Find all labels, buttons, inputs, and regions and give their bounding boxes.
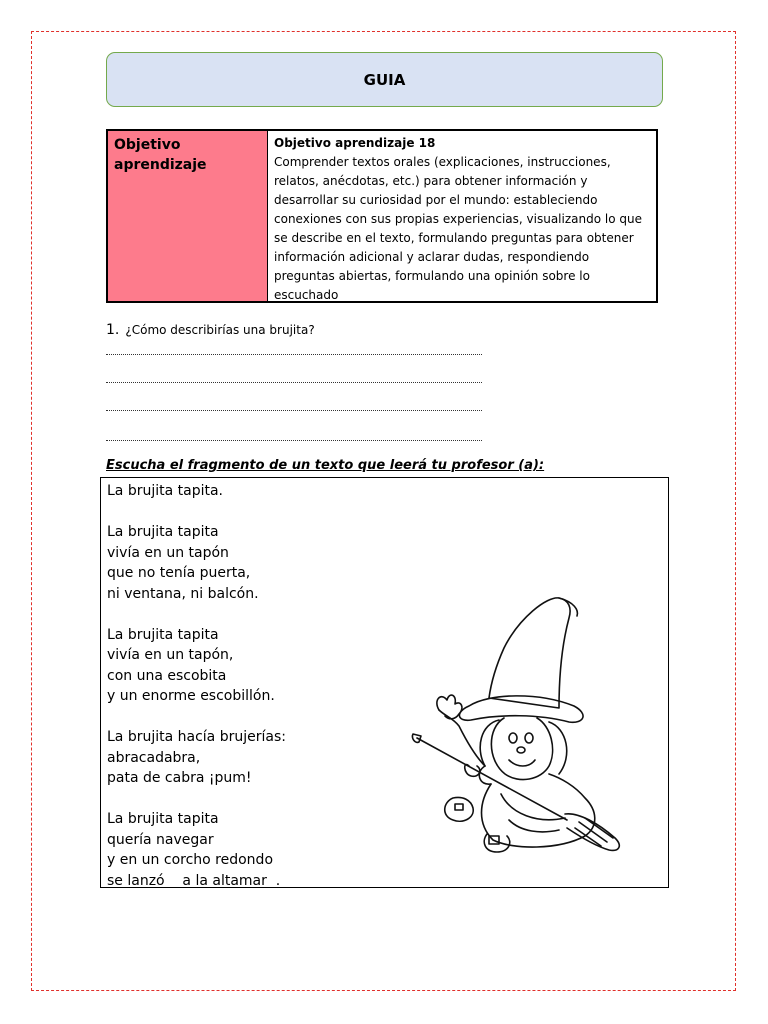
question-text: ¿Cómo describirías una brujita? [125,323,315,337]
poem-line: vivía en un tapón [107,544,229,561]
poem-line: La brujita hacía brujerías: [107,729,286,745]
poem-box [100,477,669,888]
objective-text: Comprender textos orales (explicaciones, instrucciones, relatos, anécdotas, etc.) para obtener información y desarrollar su curiosidad por el mundo: estableciendo conexiones con sus propias experiencias, visualizando lo que se describe en el texto, formulando preguntas para obtener información adicional y aclarar dudas, respondiendo preguntas abiertas, formulando una opinión sobre lo escuchado [274,155,642,302]
poem-line: que no tenía puerta, [107,565,251,581]
question-1 [106,322,315,338]
answer-line[interactable] [106,354,482,356]
poem-line: con una escobita [107,667,227,684]
poem-line: vivía en un tapón, [107,647,234,663]
poem-line: pata de cabra ¡pum! [107,770,252,786]
poem-line: ni ventana, ni balcón. [107,585,259,602]
objective-content [268,131,656,301]
poem-blank-line [107,502,286,523]
poem-line: se lanzó a la altamar . [107,872,281,889]
objective-table [106,129,658,303]
poem-text [107,481,286,891]
poem-line: La brujita tapita [107,524,219,540]
poem-line: La brujita tapita [107,811,219,827]
objective-heading: Objetivo aprendizaje 18 [274,136,436,150]
listen-heading: Escucha el fragmento de un texto que leerá tu profesor (a): [106,458,545,473]
poem-line: y en un corcho redondo [107,852,274,868]
poem-line: La brujita tapita. [107,483,224,499]
poem-line: abracadabra, [107,749,201,766]
witch-illustration [409,588,629,858]
poem-blank-line [107,789,286,810]
answer-line[interactable] [106,410,482,412]
answer-line[interactable] [106,440,482,442]
answer-line[interactable] [106,382,482,384]
poem-line: quería navegar [107,831,214,848]
poem-blank-line [107,707,286,728]
title-banner [106,52,663,107]
poem-line: y un enorme escobillón. [107,688,275,704]
page-title: GUIA [363,70,406,89]
poem-blank-line [107,604,286,625]
objective-label: Objetivo aprendizaje [108,131,268,301]
question-number: 1. [106,322,120,338]
poem-line: La brujita tapita [107,626,219,643]
